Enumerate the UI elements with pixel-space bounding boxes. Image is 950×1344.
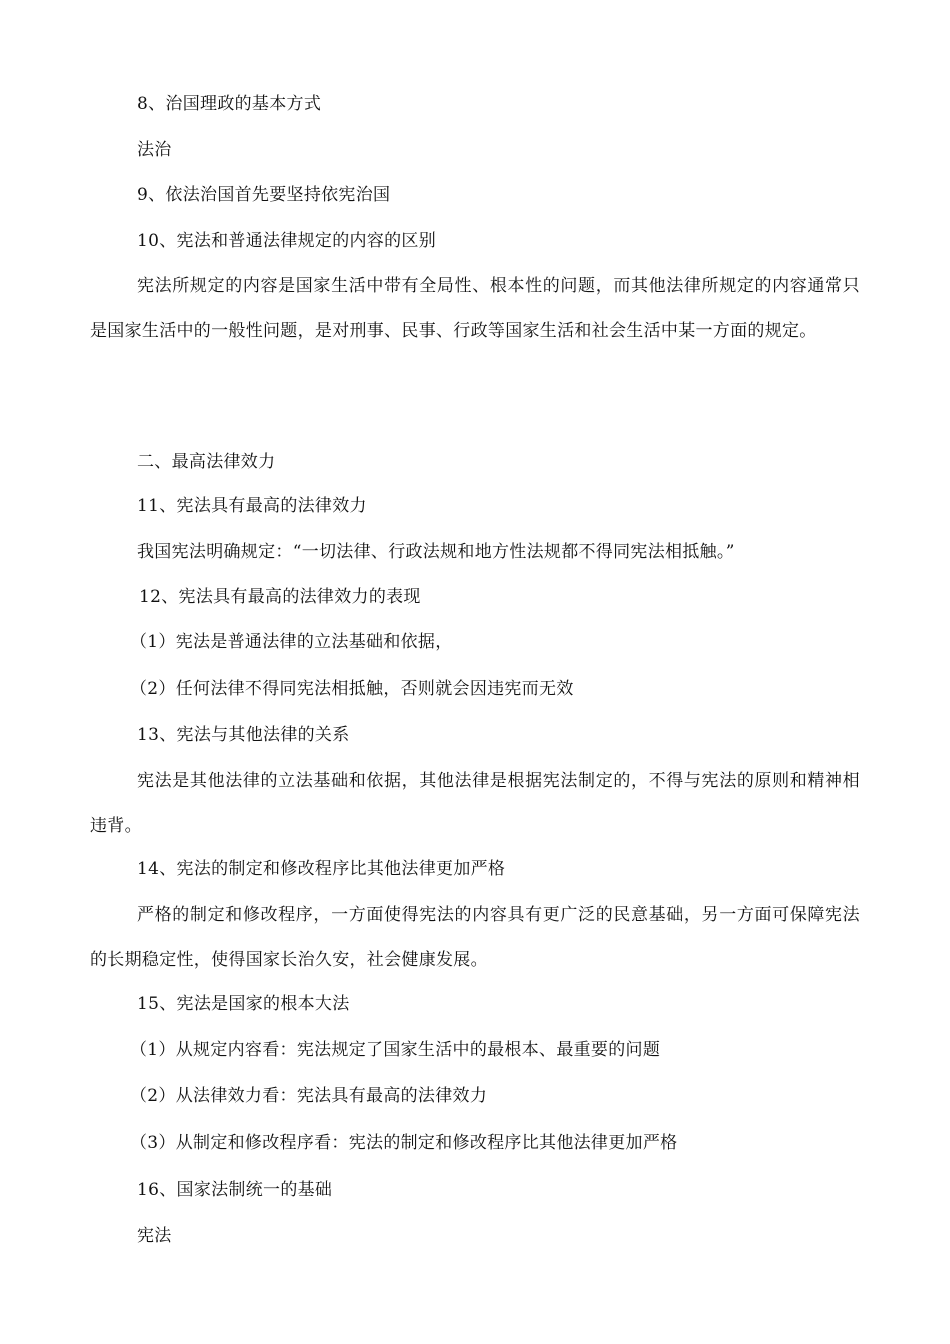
item-8-heading: 8、治国理政的基本方式	[137, 94, 322, 114]
section-2-heading: 二、最高法律效力	[137, 452, 276, 472]
item-14-body: 严格的制定和修改程序，一方面使得宪法的内容具有更广泛的民意基础，另一方面可保障宪法的长期稳定性，使得国家长治久安，社会健康发展。	[90, 905, 860, 970]
item-13-body: 宪法是其他法律的立法基础和依据，其他法律是根据宪法制定的，不得与宪法的原则和精神相违背。	[90, 771, 860, 836]
item-15-point-2: （2）从法律效力看：宪法具有最高的法律效力	[130, 1086, 488, 1106]
item-10-body: 宪法所规定的内容是国家生活中带有全局性、根本性的问题，而其他法律所规定的内容通常只是国家生活中的一般性问题，是对刑事、民事、行政等国家生活和社会生活中某一方面的规定。	[90, 276, 860, 341]
item-11-heading: 11、宪法具有最高的法律效力	[137, 496, 367, 516]
item-9-heading: 9、依法治国首先要坚持依宪治国	[137, 185, 391, 205]
item-13-heading: 13、宪法与其他法律的关系	[137, 725, 350, 745]
item-10-heading: 10、宪法和普通法律规定的内容的区别	[137, 231, 437, 251]
item-12-point-2: （2）任何法律不得同宪法相抵触，否则就会因违宪而无效	[130, 679, 574, 699]
item-15-heading: 15、宪法是国家的根本大法	[137, 994, 350, 1014]
item-8-answer: 法治	[137, 140, 172, 160]
item-14-heading: 14、宪法的制定和修改程序比其他法律更加严格	[137, 859, 506, 879]
item-16-answer: 宪法	[137, 1226, 172, 1246]
item-15-point-1: （1）从规定内容看：宪法规定了国家生活中的最根本、最重要的问题	[130, 1040, 661, 1060]
item-15-point-3: （3）从制定和修改程序看：宪法的制定和修改程序比其他法律更加严格	[130, 1133, 678, 1153]
item-11-body: 我国宪法明确规定：“一切法律、行政法规和地方性法规都不得同宪法相抵触。”	[137, 542, 735, 562]
item-12-heading: 12、宪法具有最高的法律效力的表现	[139, 587, 421, 607]
item-16-heading: 16、国家法制统一的基础	[137, 1180, 333, 1200]
item-12-point-1: （1）宪法是普通法律的立法基础和依据，	[130, 632, 453, 652]
